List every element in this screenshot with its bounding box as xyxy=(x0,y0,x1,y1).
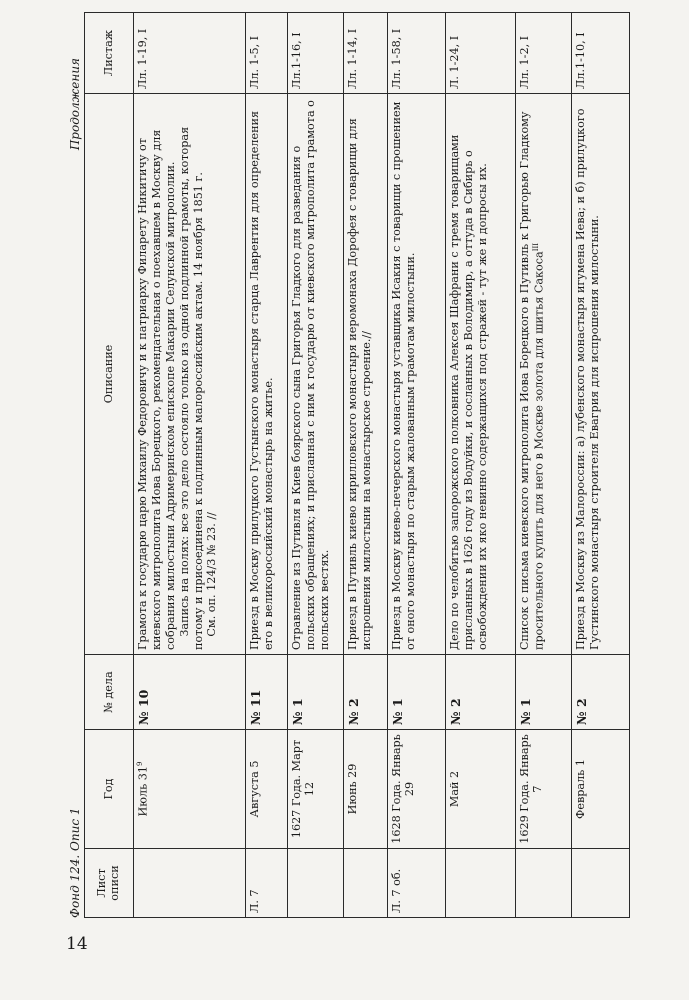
rotated-page-content xyxy=(68,28,614,918)
row-list-ref xyxy=(288,849,344,918)
row-case-number: № 1 xyxy=(516,655,572,730)
row-description xyxy=(134,94,246,655)
footnote-mark: 9 xyxy=(136,761,144,766)
description-text: Грамота к государю царю Михаилу Федоровичу и к патриарху Филарету Никитичу от киевского митрополита Иова Борецкого, рекомендательная о поехавшем в Москву для собрания милостыни Адримеринском епископе Макарии Селунской митрополии. xyxy=(136,129,177,650)
fond-header: Фонд 124. Опис 1 xyxy=(68,807,82,918)
row-description: Приезд в Москву из Малороссии: а) лубенского монастыря игумена Иева; и б) прилуцкого Густинского монастыря строителя Евагрия для испрошения милостыни. xyxy=(572,94,630,655)
row-case-number: № 2 xyxy=(344,655,388,730)
row-description: Дело по челобитью запорожского полковника Алексея Шафрани с тремя товарищами присланных в 1626 году из Водуйки, и сосланных в Володимир, а оттуда в Сибирь о освобождении их яко невинно содержащихся под стражей - тут же и допросы их. xyxy=(446,94,516,655)
row-case-number: № 2 xyxy=(446,655,516,730)
col-header-year: Год xyxy=(85,730,134,849)
row-list-ref xyxy=(516,849,572,918)
cross-reference: См. оп. 124/3 № 23. // xyxy=(205,512,219,637)
row-description: Отравление из Путивля в Киев боярского сына Григорья Гладкого для разведания о польских обращениях; и присланная с ним к государю от киевского митрополита грамота о польских вестях. xyxy=(288,94,344,655)
row-description xyxy=(516,94,572,655)
row-sheets: Лл. 1-19, I xyxy=(134,13,246,94)
col-header-description: Описание xyxy=(85,94,134,655)
table-row xyxy=(246,13,288,918)
row-description: Приезд в Москву киево-печерского монастыря уставщика Исакия с товарищи с прошением от оного монастыря по старым жалованным грамотам милостыни. xyxy=(388,94,446,655)
row-list-ref: Л. 7 об. xyxy=(388,849,446,918)
row-sheets: Лл.1-16, I xyxy=(288,13,344,94)
row-case-number: № 10 xyxy=(134,655,246,730)
table-row xyxy=(446,13,516,918)
row-list-ref xyxy=(446,849,516,918)
page-number: 14 xyxy=(66,934,88,954)
row-sheets: Лл. 1-58, I xyxy=(388,13,446,94)
row-list-ref xyxy=(344,849,388,918)
row-date: Августа 5 xyxy=(246,730,288,849)
row-case-number: № 11 xyxy=(246,655,288,730)
archive-inventory-table xyxy=(84,12,630,918)
row-date: 1627 Года. Март 12 xyxy=(288,730,344,849)
header-row xyxy=(85,13,134,918)
row-date: Май 2 xyxy=(446,730,516,849)
row-date: 1629 Года. Январь 7 xyxy=(516,730,572,849)
col-header-sheets: Листаж xyxy=(85,13,134,94)
col-header-list: Лист описи xyxy=(85,849,134,918)
row-case-number: № 2 xyxy=(572,655,630,730)
table-row xyxy=(134,13,246,918)
row-date: Февраль 1 xyxy=(572,730,630,849)
row-sheets: Лл. 1-5, I xyxy=(246,13,288,94)
row-list-ref: Л. 7 xyxy=(246,849,288,918)
row-sheets: Лл.1-10, I xyxy=(572,13,630,94)
row-date: Июнь 29 xyxy=(344,730,388,849)
row-date-text: Июль 31 xyxy=(136,765,150,817)
row-list-ref xyxy=(134,849,246,918)
continuation-label: Продолжения xyxy=(68,58,82,151)
table-row xyxy=(516,13,572,918)
row-description: Приезд в Москву прилуцкого Густынского монастыря старца Лаврентия для определения его в великороссийский монастырь на житье. xyxy=(246,94,288,655)
row-case-number: № 1 xyxy=(288,655,344,730)
row-date: 1628 Года. Январь 29 xyxy=(388,730,446,849)
table-row xyxy=(288,13,344,918)
table-row xyxy=(388,13,446,918)
margin-note: Запись на полях: все это дело состояло только из одной подлинной грамоты, которая потому и присоединена к подлинным малороссийским актам. 14 ноября 1851 г. xyxy=(177,126,205,650)
row-sheets: Лл. 1-14, I xyxy=(344,13,388,94)
row-list-ref xyxy=(572,849,630,918)
col-header-case-number: № дела xyxy=(85,655,134,730)
row-sheets: Л. 1-24, I xyxy=(446,13,516,94)
row-case-number: № 1 xyxy=(388,655,446,730)
footnote-mark: III xyxy=(531,242,540,252)
table-row xyxy=(344,13,388,918)
row-description: Приезд в Путивль киево кирилловского монастыря иеромонаха Дорофея с товарищи для испрошения милостыни на монастырское строение.// xyxy=(344,94,388,655)
row-date xyxy=(134,730,246,849)
row-sheets: Лл. 1-2, I xyxy=(516,13,572,94)
table-row xyxy=(572,13,630,918)
description-text: Список с письма киевского митрополита Иова Борецкого в Путивль к Григорью Гладкому просительного купить для него в Москве золота для шитья Сакоса xyxy=(518,111,546,650)
